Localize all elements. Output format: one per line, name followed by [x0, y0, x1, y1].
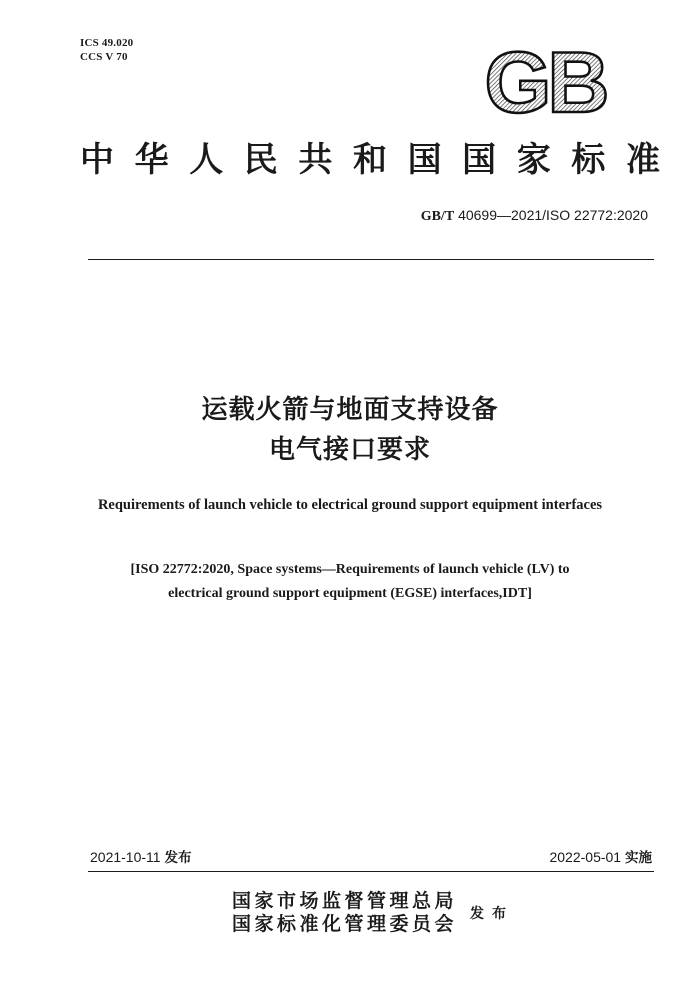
- classification-codes: [80, 36, 133, 64]
- title-char: 和: [352, 140, 387, 180]
- title-char: 标: [571, 140, 606, 180]
- title-char: 民: [243, 140, 278, 180]
- gb-logo-text: GB: [484, 42, 606, 120]
- title-char: 准: [625, 140, 660, 180]
- issue-date: [90, 848, 191, 867]
- issuing-authorities: [232, 890, 457, 936]
- implementation-date: [549, 848, 652, 867]
- implementation-date-value: 2022-05-01: [549, 849, 622, 865]
- title-char: 国: [407, 140, 442, 180]
- iso-reference-line-2: electrical ground support equipment (EGSE) interfaces,IDT]: [168, 586, 532, 601]
- english-title: Requirements of launch vehicle to electrical ground support equipment interfaces: [97, 497, 603, 513]
- issue-date-label: 发布: [164, 850, 192, 866]
- issuer-line-1: 国家市场监督管理总局: [232, 890, 458, 912]
- standard-category-title: [80, 136, 660, 184]
- chinese-title-line-1: 运载火箭与地面支持设备: [201, 395, 499, 425]
- gb-logo: [476, 42, 614, 120]
- standard-code: 40699—2021/ISO 22772:2020: [458, 207, 648, 223]
- ics-code: ICS 49.020: [80, 37, 134, 49]
- top-divider: [88, 259, 654, 260]
- standard-prefix: GB/T: [420, 209, 455, 224]
- iso-reference-line-1: [ISO 22772:2020, Space systems—Requirements of launch vehicle (LV) to: [130, 562, 570, 577]
- chinese-title-line-2: 电气接口要求: [268, 435, 431, 465]
- title-char: 共: [298, 140, 333, 180]
- title-char: 华: [134, 140, 169, 180]
- issue-date-value: 2021-10-11: [90, 849, 161, 865]
- bottom-divider: [88, 871, 654, 872]
- title-char: 中: [80, 140, 114, 180]
- ccs-code: CCS V 70: [80, 51, 128, 63]
- standard-number: [421, 206, 648, 226]
- title-char: 人: [189, 140, 224, 180]
- implementation-date-label: 实施: [625, 850, 652, 866]
- issuer-line-2: 国家标准化管理委员会: [232, 913, 458, 935]
- title-char: 国: [462, 140, 497, 180]
- publish-label: 发布: [470, 906, 514, 922]
- title-char: 家: [516, 140, 551, 180]
